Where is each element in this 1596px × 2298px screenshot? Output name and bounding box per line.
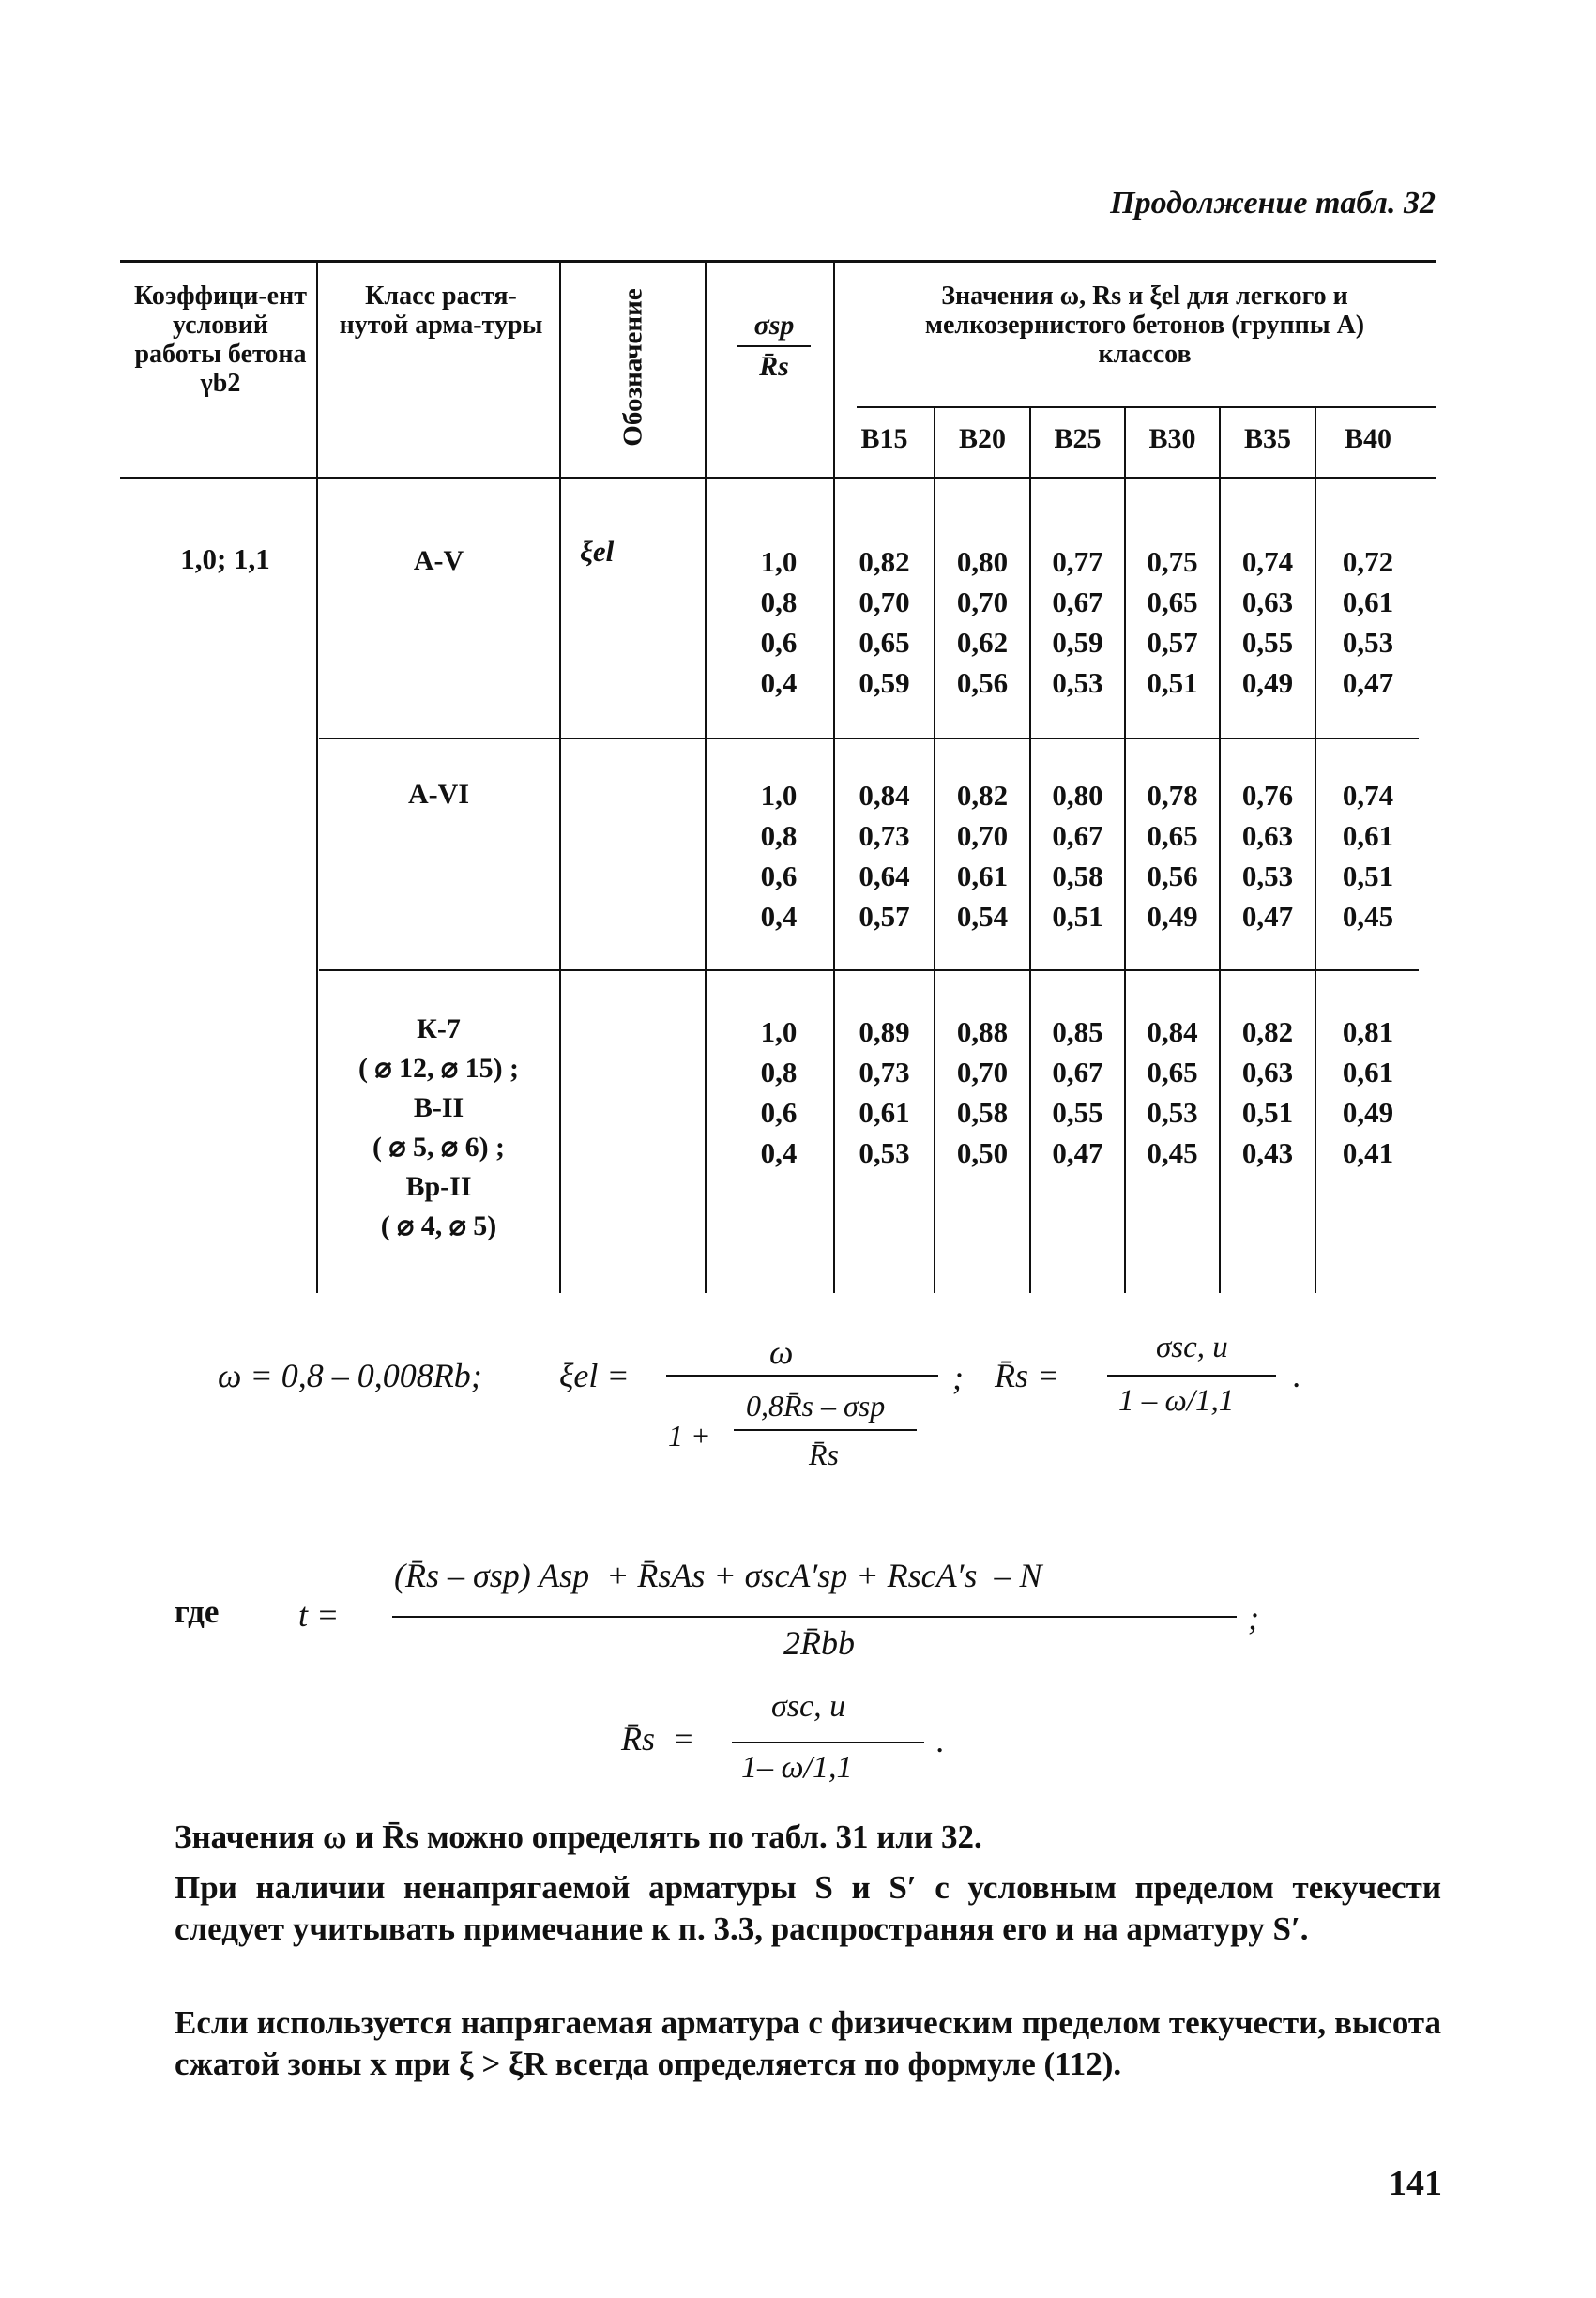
ratio-value: 0,8 — [760, 1056, 798, 1088]
value-column-b25 — [1031, 775, 1124, 936]
table-cell: 0,61 — [859, 1096, 910, 1129]
reinforcement-class-2 — [324, 775, 554, 814]
value-column-b25 — [1031, 541, 1124, 703]
table-cell: 0,51 — [1147, 666, 1198, 699]
table-cell: 0,59 — [1052, 626, 1103, 659]
formula-rs2-lhs: R̄s = — [621, 1720, 695, 1758]
table-cell: 0,49 — [1241, 666, 1294, 699]
table-cell: 0,61 — [1342, 819, 1394, 852]
group-rule-1 — [319, 738, 1419, 739]
concrete-class-b40: B40 — [1344, 423, 1391, 454]
value-column-b15 — [835, 775, 934, 936]
table-cell: 0,43 — [1241, 1136, 1294, 1169]
value-column-b35 — [1221, 775, 1315, 936]
table-cell: 0,70 — [956, 586, 1009, 618]
table-cell: 0,82 — [1241, 1015, 1294, 1048]
table-cell: 0,78 — [1147, 779, 1198, 812]
table-cell: 0,54 — [956, 900, 1009, 933]
coefficient-value: 1,0; 1,1 — [180, 542, 270, 575]
formula-rs-numerator: σsc, u — [1156, 1331, 1228, 1364]
class-line: A-V — [413, 545, 464, 576]
table-cell: 0,45 — [1342, 900, 1394, 933]
ratio-value: 0,6 — [760, 860, 798, 892]
table-cell: 0,67 — [1052, 819, 1103, 852]
ratio-value: 0,4 — [760, 900, 798, 933]
formula-xi-fraction-bar — [666, 1375, 938, 1377]
value-column-b15 — [835, 1012, 934, 1173]
col-divider-3 — [705, 263, 707, 1293]
table-cell: 0,70 — [956, 1056, 1009, 1088]
concrete-class-b20: B20 — [958, 423, 1006, 454]
table-cell: 0,65 — [1147, 819, 1198, 852]
formula-t-lhs: t = — [298, 1596, 340, 1634]
col-divider-1 — [316, 263, 318, 1293]
table-cell: 0,74 — [1241, 545, 1294, 578]
table-cell: 0,51 — [1052, 900, 1103, 933]
formula-rs-lhs: R̄s = — [995, 1357, 1060, 1394]
ratio-value: 1,0 — [760, 779, 798, 812]
ratio-column-2 — [741, 775, 816, 936]
ratio-column-1 — [741, 541, 816, 703]
formula-omega: ω = 0,8 – 0,008Rb; — [218, 1357, 482, 1394]
table-cell: 0,65 — [1147, 586, 1198, 618]
page-number: 141 — [1389, 2164, 1442, 2203]
table-cell: 0,55 — [1052, 1096, 1103, 1129]
formula-xi-lhs: ξel = — [559, 1357, 630, 1394]
value-column-b40 — [1316, 1012, 1420, 1173]
table-cell: 0,88 — [956, 1015, 1009, 1048]
header-coefficient: Коэффици-ент условий работы бетона γb2 — [134, 282, 307, 398]
value-column-b35 — [1221, 1012, 1315, 1173]
reinforcement-class-3 — [324, 1010, 554, 1246]
value-column-b30 — [1126, 1012, 1219, 1173]
concrete-class-b30: B30 — [1148, 423, 1196, 454]
class-line: B-II — [413, 1092, 464, 1123]
class-line: К-7 — [417, 1013, 461, 1044]
formula-t-end: ; — [1248, 1599, 1259, 1636]
table-cell: 0,81 — [1342, 1015, 1394, 1048]
table-cell: 0,58 — [956, 1096, 1009, 1129]
table-cell: 0,72 — [1342, 545, 1394, 578]
table-cell: 0,61 — [1342, 586, 1394, 618]
formula-xi-numerator: ω — [769, 1333, 794, 1371]
table-cell: 0,56 — [1147, 860, 1198, 892]
table-cell: 0,82 — [859, 545, 910, 578]
class-line: Bp-II — [405, 1171, 472, 1202]
group-rule-2 — [319, 969, 1419, 971]
table-cell: 0,61 — [956, 860, 1009, 892]
class-line: ( ⌀ 12, ⌀ 15) ; — [357, 1053, 520, 1084]
formula-t-numerator: (R̄s – σsp) Asp + R̄sAs + σscA′sp + RscA′s – N — [394, 1557, 1042, 1594]
ratio-value: 0,4 — [760, 1136, 798, 1169]
table-cell: 0,57 — [859, 900, 910, 933]
table-cell: 0,41 — [1342, 1136, 1394, 1169]
table-cell: 0,56 — [956, 666, 1009, 699]
paragraph-1: Значения ω и R̄s можно определять по табл. 31 или 32. — [175, 1819, 982, 1855]
table-cell: 0,53 — [859, 1136, 910, 1169]
table-cell: 0,84 — [1147, 1015, 1198, 1048]
table-cell: 0,74 — [1342, 779, 1394, 812]
table-cell: 0,77 — [1052, 545, 1103, 578]
table-cell: 0,80 — [1052, 779, 1103, 812]
table-cell: 0,53 — [1241, 860, 1294, 892]
table-cell: 0,49 — [1342, 1096, 1394, 1129]
table-cell: 0,70 — [859, 586, 910, 618]
ratio-value: 0,6 — [760, 626, 798, 659]
formula-rs-denominator: 1 – ω/1,1 — [1118, 1384, 1235, 1418]
table-cell: 0,64 — [859, 860, 910, 892]
value-column-b20 — [935, 541, 1029, 703]
table-cell: 0,63 — [1241, 1056, 1294, 1088]
formula-xi-den-one: 1 + — [668, 1419, 711, 1453]
formula-t-denominator: 2R̄bb — [783, 1624, 855, 1662]
formula-xi-den-numerator: 0,8R̄s – σsp — [746, 1389, 886, 1423]
table-cell: 0,57 — [1147, 626, 1198, 659]
paragraph-2: При наличии ненапрягаемой арматуры S и S′ с условным пределом текучести следует учитывать примечание к п. 3.3, распространяя его и на арматуру S′. — [175, 1869, 1441, 1947]
table-cell: 0,47 — [1342, 666, 1394, 699]
paragraph-3: Если используется напрягаемая арматура с физическим пределом текучести, высота сжатой зоны x при ξ > ξR всегда определяется по формуле (112). — [175, 2004, 1441, 2082]
table-cell: 0,51 — [1241, 1096, 1294, 1129]
table-cell: 0,62 — [956, 626, 1009, 659]
reinforcement-class-1 — [324, 541, 554, 581]
ratio-value: 0,8 — [760, 819, 798, 852]
header-ratio-numerator: σsp — [753, 310, 795, 341]
table-cell: 0,47 — [1241, 900, 1294, 933]
ratio-value: 1,0 — [760, 1015, 798, 1048]
formula-rs-fraction-bar — [1107, 1375, 1276, 1377]
col-divider-2 — [559, 263, 561, 1293]
table-cell: 0,84 — [859, 779, 910, 812]
formula-t-fraction-bar — [392, 1616, 1237, 1618]
table-cell: 0,55 — [1241, 626, 1294, 659]
formula-xi-den-denominator: R̄s — [809, 1438, 839, 1471]
concrete-class-b25: B25 — [1054, 423, 1102, 454]
formula-rs-end: . — [1293, 1357, 1301, 1394]
formula-rs2-denominator: 1– ω/1,1 — [741, 1750, 853, 1785]
ratio-value: 0,4 — [760, 666, 798, 699]
table-cell: 0,53 — [1052, 666, 1103, 699]
table-cell: 0,45 — [1147, 1136, 1198, 1169]
value-column-b15 — [835, 541, 934, 703]
table-cell: 0,67 — [1052, 586, 1103, 618]
value-column-b40 — [1316, 775, 1420, 936]
table-cell: 0,76 — [1241, 779, 1294, 812]
table-cell: 0,80 — [956, 545, 1009, 578]
value-column-b35 — [1221, 541, 1315, 703]
designation-value: ξel — [580, 535, 615, 568]
header-designation: Обозначение — [617, 288, 648, 447]
header-reinforcement-class: Класс растя-нутой арма-туры — [339, 282, 543, 340]
table-cell: 0,53 — [1342, 626, 1394, 659]
table-cell: 0,59 — [859, 666, 910, 699]
table-cell: 0,47 — [1052, 1136, 1103, 1169]
formula-rs2-fraction-bar — [732, 1742, 924, 1743]
formula-rs2-numerator: σsc, u — [771, 1689, 846, 1724]
concrete-class-b35: B35 — [1243, 423, 1291, 454]
table-cell: 0,58 — [1052, 860, 1103, 892]
table-continuation-caption: Продолжение табл. 32 — [1110, 186, 1436, 221]
ratio-column-3 — [741, 1012, 816, 1173]
table-cell: 0,61 — [1342, 1056, 1394, 1088]
ratio-value: 0,8 — [760, 586, 798, 618]
header-ratio-denominator: R̄s — [759, 351, 789, 382]
class-line: ( ⌀ 5, ⌀ 6) ; — [372, 1132, 506, 1163]
table-cell: 0,89 — [859, 1015, 910, 1048]
class-line: A-VI — [408, 779, 469, 810]
table-cell: 0,65 — [1147, 1056, 1198, 1088]
table-cell: 0,70 — [956, 819, 1009, 852]
table-cell: 0,51 — [1342, 860, 1394, 892]
table-cell: 0,85 — [1052, 1015, 1103, 1048]
table-cell: 0,67 — [1052, 1056, 1103, 1088]
table-cell: 0,73 — [859, 1056, 910, 1088]
table-cell: 0,63 — [1241, 586, 1294, 618]
value-column-b25 — [1031, 1012, 1124, 1173]
table-cell: 0,82 — [956, 779, 1009, 812]
value-column-b20 — [935, 1012, 1029, 1173]
table-cell: 0,75 — [1147, 545, 1198, 578]
concrete-class-b15: B15 — [860, 423, 908, 454]
header-values: Значения ω, Rs и ξel для легкого и мелкозернистого бетонов (группы А) классов — [924, 282, 1365, 369]
header-ratio — [722, 310, 826, 383]
table-cell: 0,53 — [1147, 1096, 1198, 1129]
formula-xi-inner-bar — [734, 1429, 917, 1431]
value-column-b40 — [1316, 541, 1420, 703]
ratio-value: 1,0 — [760, 545, 798, 578]
value-column-b20 — [935, 775, 1029, 936]
value-column-b30 — [1126, 541, 1219, 703]
class-line: ( ⌀ 4, ⌀ 5) — [380, 1210, 497, 1241]
subheader-rule — [857, 406, 1436, 408]
formula-rs2-end: . — [936, 1722, 945, 1759]
ratio-value: 0,6 — [760, 1096, 798, 1129]
header-ratio-bar — [737, 345, 811, 347]
table-cell: 0,49 — [1147, 900, 1198, 933]
formula-xi-separator: ; — [952, 1359, 964, 1396]
table-cell: 0,73 — [859, 819, 910, 852]
formula-where: где — [175, 1593, 220, 1630]
value-column-b30 — [1126, 775, 1219, 936]
table-cell: 0,63 — [1241, 819, 1294, 852]
table-cell: 0,50 — [956, 1136, 1009, 1169]
table-cell: 0,65 — [859, 626, 910, 659]
